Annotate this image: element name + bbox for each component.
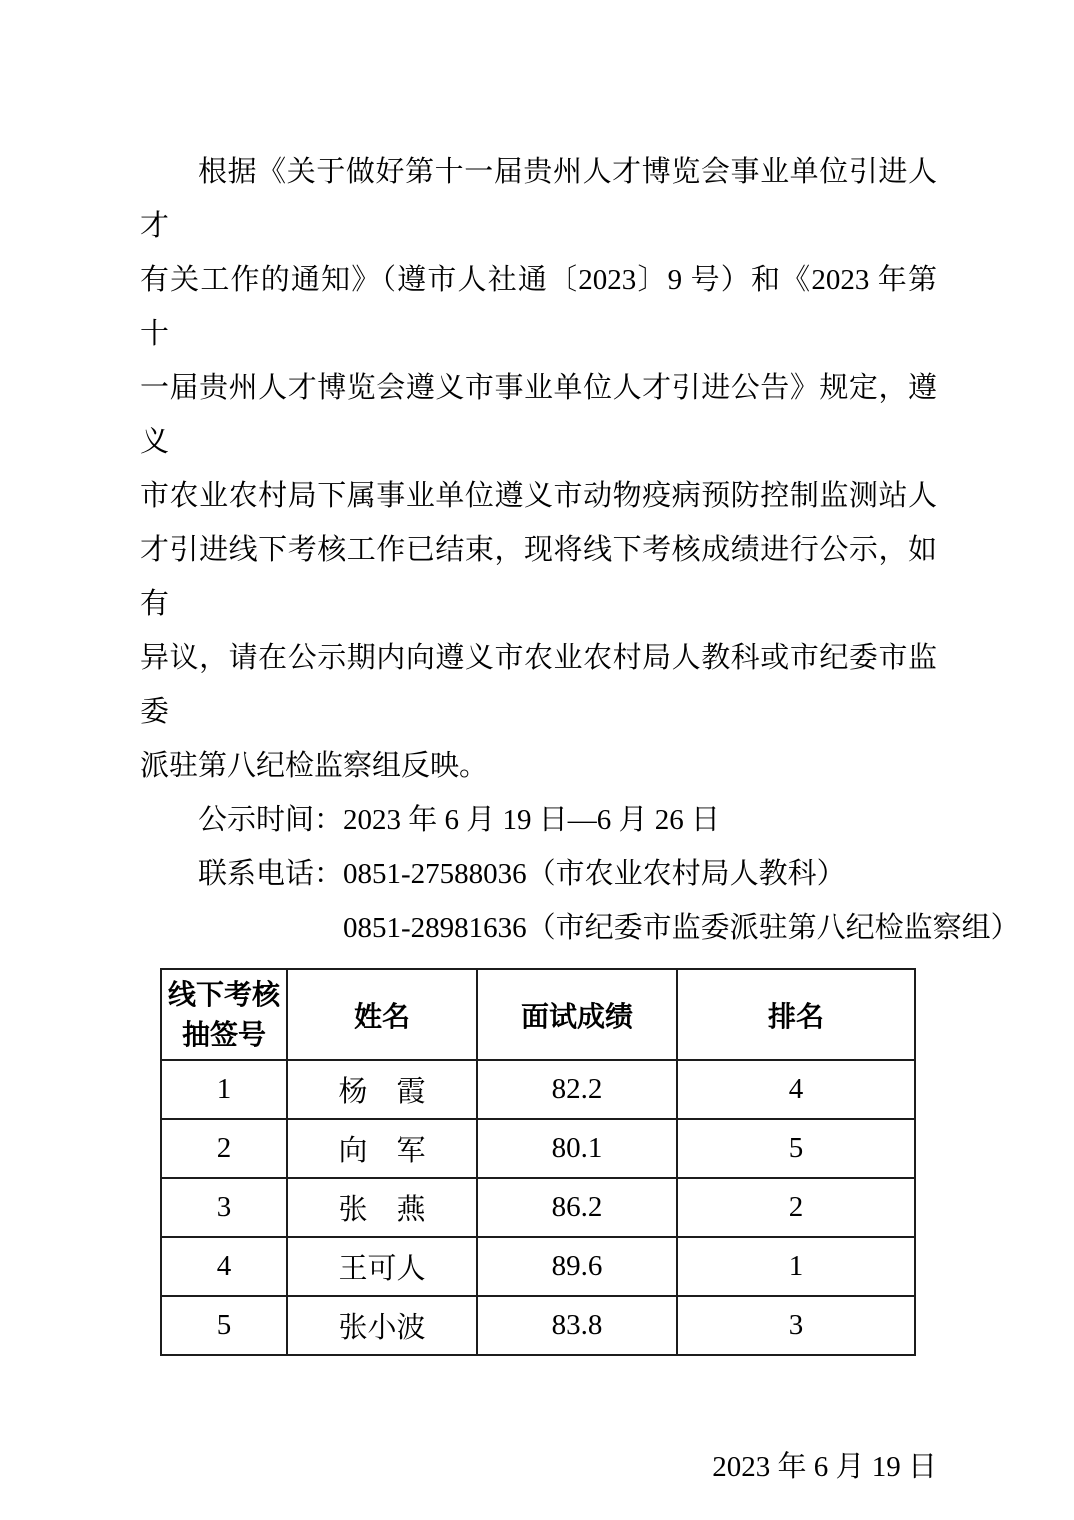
header-name: 姓名 [287, 969, 477, 1060]
cell-lottery-no: 5 [161, 1296, 287, 1355]
header-lottery-no-line2: 抽签号 [181, 1018, 266, 1050]
cell-lottery-no: 1 [161, 1060, 287, 1119]
cell-name: 张小波 [287, 1296, 477, 1355]
notice-time-line: 公示时间：2023 年 6 月 19 日—6 月 26 日 [198, 804, 721, 836]
document-content [140, 145, 1020, 1494]
table-row [161, 1296, 915, 1355]
table-row [161, 1178, 915, 1237]
cell-name: 王可人 [287, 1237, 477, 1296]
paragraph-line-3: 一届贵州人才博览会遵义市事业单位人才引进公告》规定，遵义 [140, 372, 937, 458]
table-row [161, 1060, 915, 1119]
body-paragraph [140, 145, 937, 793]
cell-name: 杨 霞 [287, 1060, 477, 1119]
cell-score: 89.6 [477, 1237, 677, 1296]
cell-name: 张 燕 [287, 1178, 477, 1237]
score-table-body [161, 1060, 915, 1355]
cell-lottery-no: 4 [161, 1237, 287, 1296]
paragraph-line-4: 市农业农村局下属事业单位遵义市动物疫病预防控制监测站人 [140, 480, 937, 512]
sign-date: 2023 年 6 月 19 日 [712, 1451, 937, 1483]
paragraph-line-1: 根据《关于做好第十一届贵州人才博览会事业单位引进人才 [140, 156, 937, 242]
cell-lottery-no: 3 [161, 1178, 287, 1237]
table-row [161, 1237, 915, 1296]
score-table-header [161, 969, 915, 1060]
paragraph-line-2: 有关工作的通知》（遵市人社通〔2023〕9 号）和《2023 年第十 [140, 264, 937, 350]
paragraph-line-5: 才引进线下考核工作已结束，现将线下考核成绩进行公示，如有 [140, 534, 937, 620]
cell-score: 86.2 [477, 1178, 677, 1237]
paragraph-line-7: 派驻第八纪检监察组反映。 [140, 750, 489, 782]
cell-rank: 1 [677, 1237, 915, 1296]
cell-score: 82.2 [477, 1060, 677, 1119]
header-rank: 排名 [677, 969, 915, 1060]
cell-score: 80.1 [477, 1119, 677, 1178]
header-lottery-no-line1: 线下考核 [167, 978, 280, 1010]
cell-rank: 3 [677, 1296, 915, 1355]
cell-score: 83.8 [477, 1296, 677, 1355]
cell-rank: 5 [677, 1119, 915, 1178]
header-interview-score: 面试成绩 [477, 969, 677, 1060]
header-lottery-no [161, 969, 287, 1060]
score-table [160, 968, 916, 1356]
table-header-row [161, 969, 915, 1060]
cell-rank: 2 [677, 1178, 915, 1237]
contact-phone-line-1: 联系电话：0851-27588036（市农业农村局人教科） [198, 858, 846, 890]
cell-rank: 4 [677, 1060, 915, 1119]
table-row [161, 1119, 915, 1178]
paragraph-line-6: 异议，请在公示期内向遵义市农业农村局人教科或市纪委市监委 [140, 642, 937, 728]
contact-phone-line-2: 0851-28981636（市纪委市监委派驻第八纪检监察组） [343, 912, 1020, 944]
cell-name: 向 军 [287, 1119, 477, 1178]
cell-lottery-no: 2 [161, 1119, 287, 1178]
